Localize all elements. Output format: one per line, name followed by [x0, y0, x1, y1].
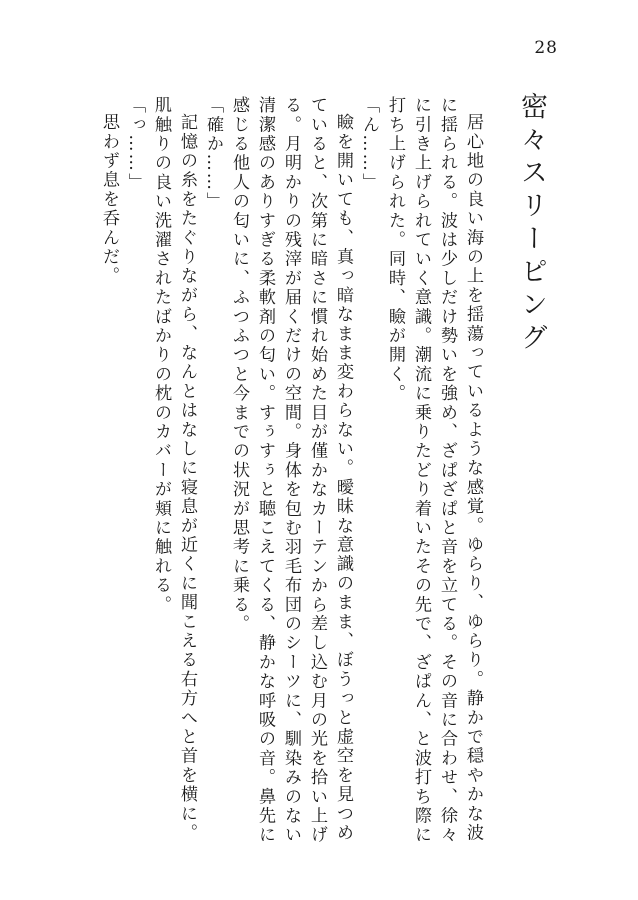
body-text — [96, 96, 486, 856]
paragraph-3: 記憶の糸をたぐりながら、なんとはなしに寝息が近くに聞こえる右方へと首を横に。肌触りの良い洗濯されたばかりの枕のカバーが頬に触れる。 — [151, 96, 197, 843]
chapter-title: 密々スリーピング — [516, 92, 547, 356]
dialogue-2: 「確か……」 — [203, 96, 223, 212]
paragraph-4: 思わず息を呑んだ。 — [99, 113, 119, 286]
dialogue-1: 「ん……」 — [359, 96, 379, 192]
paragraph-1: 居心地の良い海の上を揺蕩っているような感覚。ゆらり、ゆらり。静かで穏やかな波に揺られる。波は少しだけ勢いを強め、ざぱざぱと音を立てる。その音に合わせ、徐々に引き上げられていく意識。潮流に乗りたどり着いたその先で、ざぱん、と波打ち際に打ち上げられた。同時、瞼が開く。 — [385, 96, 483, 845]
dialogue-3: 「っ……」 — [125, 96, 145, 192]
paragraph-2: 瞼を開いても、真っ暗なまま変わらない。曖昧な意識のまま、ぼうっと虚空を見つめていると、次第に暗さに慣れ始めた目が僅かなカーテンから差し込む月の光を拾い上げる。月明かりの残滓が届くだけの空間。身体を包む羽毛布団のシーツに、馴染みのない清潔感のありすぎる柔軟剤の匂い。すぅすぅと聴こえてくる、静かな呼吸の音。鼻先に感じる他人の匂いに、ふつふつと今までの状況が思考に乗る。 — [229, 96, 353, 845]
page-number: 28 — [534, 38, 558, 58]
